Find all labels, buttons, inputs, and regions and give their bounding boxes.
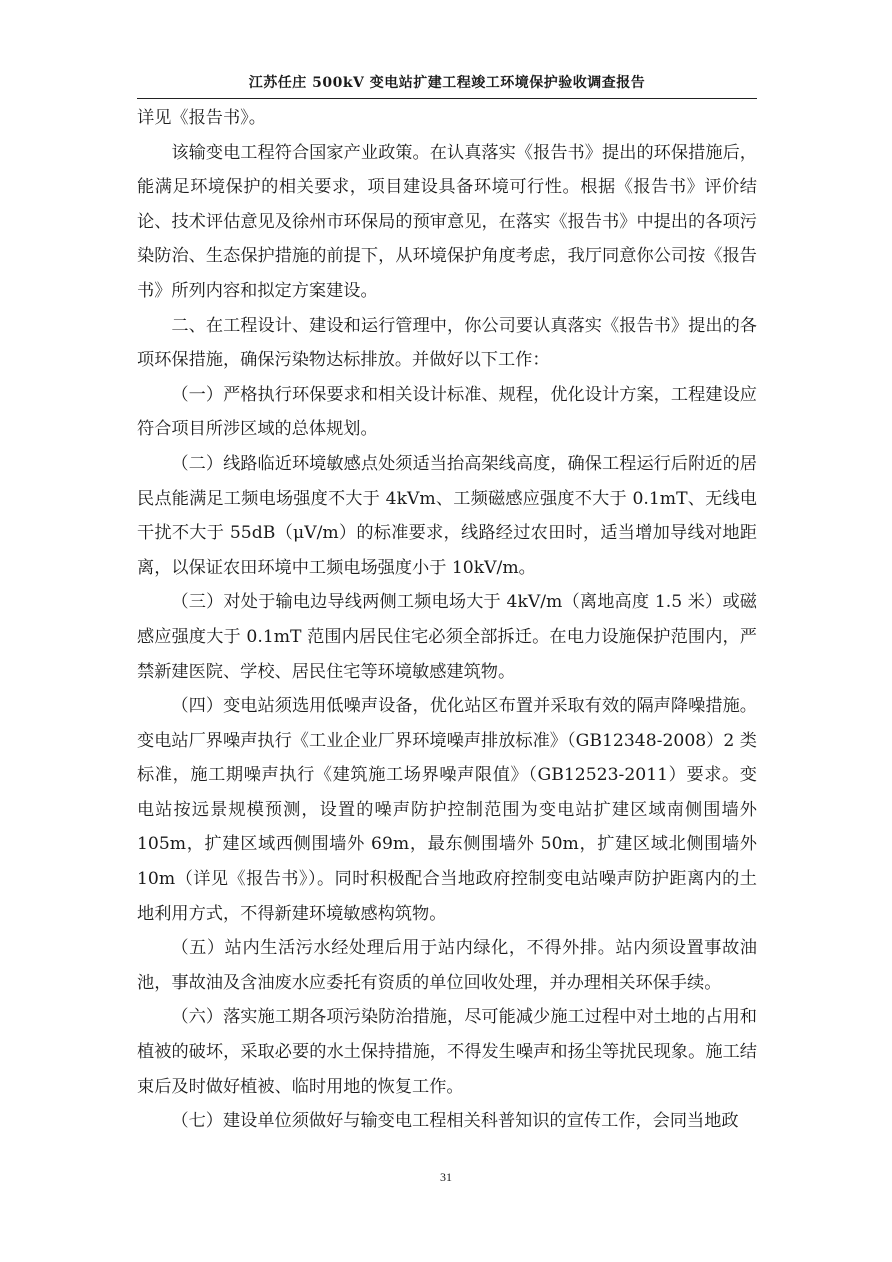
paragraph-item-2: （二）线路临近环境敏感点处须适当抬高架线高度，确保工程运行后附近的居民点能满足工频电场强度不大于 4kVm、工频磁感应强度不大于 0.1mT、无线电干扰不大于 55dB（μV/m）的标准要求，线路经过农田时，适当增加导线对地距离，以保证农田环境中工频电场强度小于 10kV/m。: [137, 453, 757, 578]
paragraph-item-7: （七）建设单位须做好与输变电工程相关科普知识的宣传工作，会同当地政: [171, 1111, 739, 1132]
paragraph-item-6: （六）落实施工期各项污染防治措施，尽可能减少施工过程中对土地的占用和植被的破坏，采取必要的水土保持措施，不得发生噪声和扬尘等扰民现象。施工结束后及时做好植被、临时用地的恢复工作。: [137, 1007, 757, 1097]
paragraph-item-5: （五）站内生活污水经处理后用于站内绿化，不得外排。站内须设置事故油池，事故油及含油废水应委托有资质的单位回收处理，并办理相关环保手续。: [137, 938, 757, 993]
header-rule: [137, 98, 757, 99]
paragraph-item-3: （三）对处于输电边导线两侧工频电场大于 4kV/m（离地高度 1.5 米）或磁感应强度大于 0.1mT 范围内居民住宅必须全部拆迁。在电力设施保护范围内，严禁新建医院、学校、居民住宅等环境敏感建筑物。: [137, 592, 757, 682]
running-header: 江苏任庄 500kV 变电站扩建工程竣工环境保护验收调查报告: [248, 75, 646, 91]
paragraph-approval: 该输变电工程符合国家产业政策。在认真落实《报告书》提出的环保措施后，能满足环境保护的相关要求，项目建设具备环境可行性。根据《报告书》评价结论、技术评估意见及徐州市环保局的预审意见，在落实《报告书》中提出的各项污染防治、生态保护措施的前提下，从环境保护角度考虑，我厅同意你公司按《报告书》所列内容和拟定方案建设。: [137, 142, 757, 301]
document-body: [137, 101, 757, 1139]
paragraph-continuation: 详见《报告书》。: [137, 108, 266, 128]
page-number: 31: [440, 1170, 452, 1184]
paragraph-item-1: （一）严格执行环保要求和相关设计标准、规程，优化设计方案，工程建设应符合项目所涉区域的总体规划。: [137, 384, 757, 440]
paragraph-item-4: （四）变电站须选用低噪声设备，优化站区布置并采取有效的隔声降噪措施。变电站厂界噪声执行《工业企业厂界环境噪声排放标准》（GB12348-2008）2 类标准，施工期噪声执行《建筑施工场界噪声限值》（GB12523-2011）要求。变电站按远景规模预测，设置的噪声防护控制范围为变电站扩建区域南侧围墙外 105m，扩建区域西侧围墙外 69m，最东侧围墙外 50m，扩建区域北侧围墙外 10m（详见《报告书》）。同时积极配合当地政府控制变电站噪声防护距离内的土地利用方式，不得新建环境敏感构筑物。: [137, 696, 757, 924]
paragraph-section-two: 二、在工程设计、建设和运行管理中，你公司要认真落实《报告书》提出的各项环保措施，确保污染物达标排放。并做好以下工作：: [137, 315, 757, 371]
